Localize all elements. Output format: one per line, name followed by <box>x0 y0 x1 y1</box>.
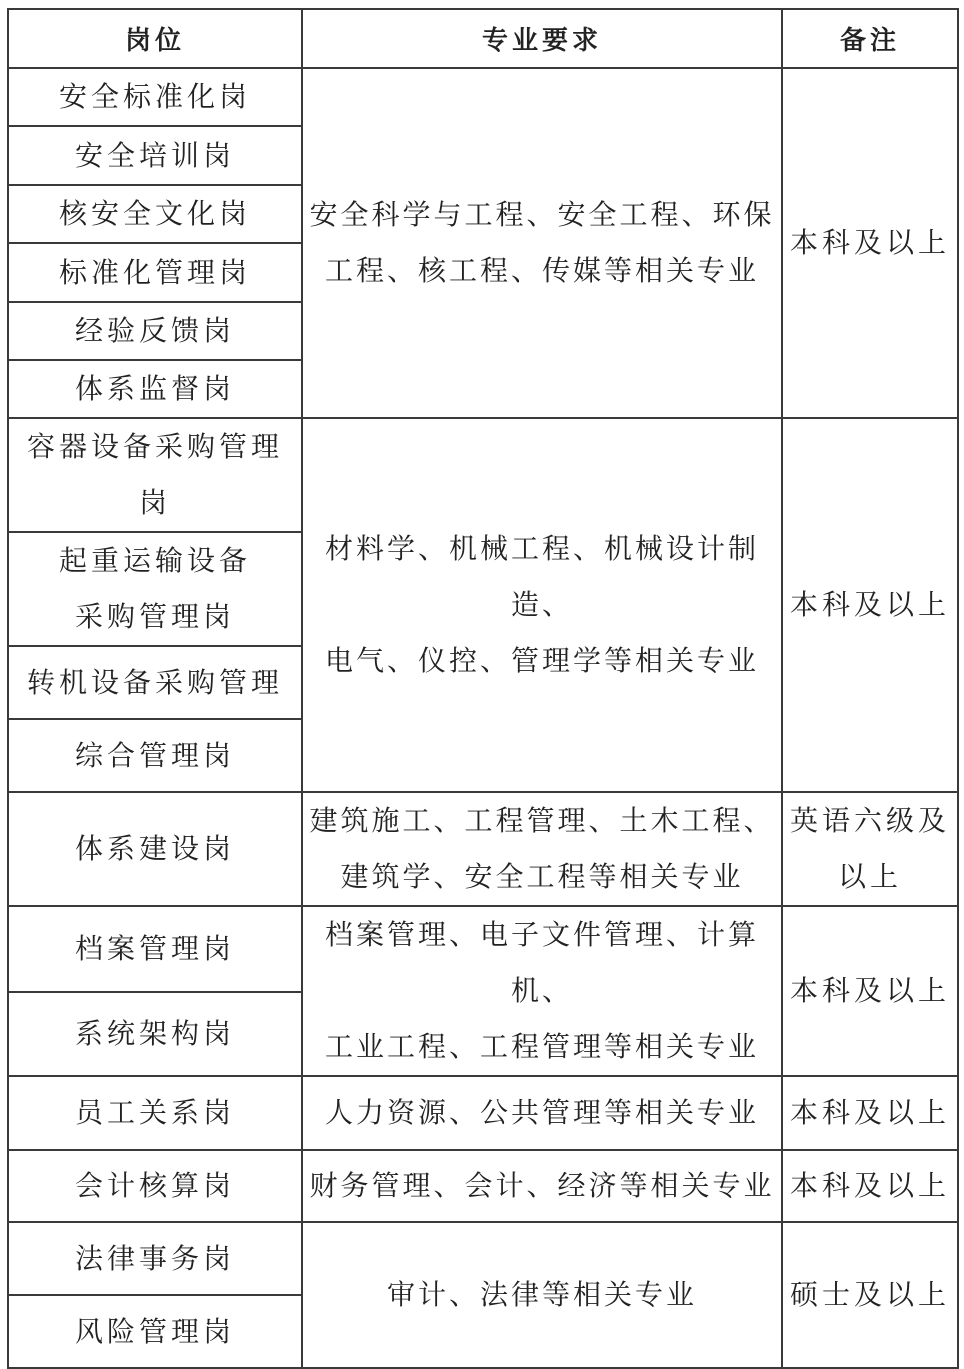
note-cell: 本科及以上 <box>782 1076 958 1150</box>
position-cell: 体系建设岗 <box>8 792 302 906</box>
header-row <box>8 9 958 68</box>
table-row <box>8 792 958 906</box>
requirement-cell: 财务管理、会计、经济等相关专业 <box>302 1150 782 1222</box>
requirement-line: 建筑学、安全工程等相关专业 <box>340 860 744 893</box>
position-cell <box>8 532 302 646</box>
note-cell: 本科及以上 <box>782 906 958 1076</box>
position-cell: 安全标准化岗 <box>8 68 302 126</box>
requirement-line: 建筑施工、工程管理、土木工程、 <box>309 804 775 837</box>
requirement-line: 工程、核工程、传媒等相关专业 <box>324 254 759 287</box>
requirement-cell <box>302 906 782 1076</box>
note-cell: 硕士及以上 <box>782 1222 958 1368</box>
position-cell: 核安全文化岗 <box>8 185 302 243</box>
header-note: 备注 <box>782 9 958 68</box>
requirement-cell <box>302 792 782 906</box>
position-line: 采购管理岗 <box>74 600 235 633</box>
requirement-line: 材料学、机械工程、机械设计制造、 <box>324 532 759 621</box>
note-line: 以上 <box>837 860 902 893</box>
requirement-cell: 人力资源、公共管理等相关专业 <box>302 1076 782 1150</box>
table-row <box>8 1076 958 1150</box>
note-cell: 本科及以上 <box>782 1150 958 1222</box>
note-cell <box>782 792 958 906</box>
position-cell: 体系监督岗 <box>8 360 302 418</box>
requirement-line: 电气、仪控、管理学等相关专业 <box>324 644 759 677</box>
requirement-cell <box>302 418 782 792</box>
table-row <box>8 1150 958 1222</box>
requirement-line: 档案管理、电子文件管理、计算机、 <box>324 918 759 1007</box>
requirement-cell: 审计、法律等相关专业 <box>302 1222 782 1368</box>
requirement-cell <box>302 68 782 418</box>
position-cell: 转机设备采购管理 <box>8 646 302 719</box>
job-requirements-table <box>7 8 959 1369</box>
table-row <box>8 68 958 126</box>
table-row <box>8 1222 958 1295</box>
position-cell: 风险管理岗 <box>8 1295 302 1368</box>
note-cell: 本科及以上 <box>782 68 958 418</box>
position-cell: 综合管理岗 <box>8 719 302 792</box>
position-cell: 会计核算岗 <box>8 1150 302 1222</box>
note-cell: 本科及以上 <box>782 418 958 792</box>
position-cell: 容器设备采购管理岗 <box>8 418 302 532</box>
position-cell: 系统架构岗 <box>8 992 302 1076</box>
requirement-line: 安全科学与工程、安全工程、环保 <box>309 198 775 231</box>
position-line: 起重运输设备 <box>58 544 251 577</box>
note-line: 英语六级及 <box>789 804 950 837</box>
table-row <box>8 418 958 532</box>
header-position: 岗位 <box>8 9 302 68</box>
position-cell: 安全培训岗 <box>8 126 302 185</box>
header-requirement: 专业要求 <box>302 9 782 68</box>
position-cell: 经验反馈岗 <box>8 302 302 360</box>
position-cell: 法律事务岗 <box>8 1222 302 1295</box>
requirement-line: 工业工程、工程管理等相关专业 <box>324 1030 759 1063</box>
position-cell: 档案管理岗 <box>8 906 302 992</box>
position-cell: 员工关系岗 <box>8 1076 302 1150</box>
table-row <box>8 906 958 992</box>
position-cell: 标准化管理岗 <box>8 243 302 302</box>
